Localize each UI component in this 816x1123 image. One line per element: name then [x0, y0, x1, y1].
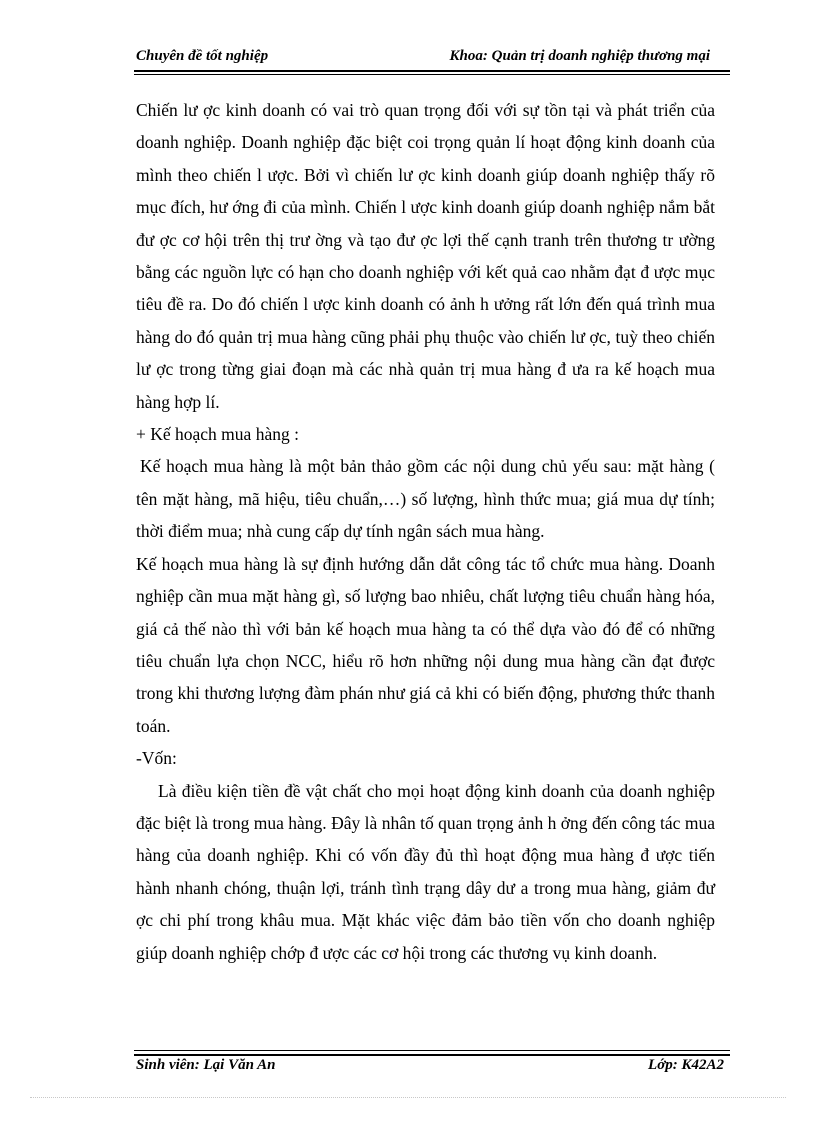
header-rule-thick	[134, 70, 730, 72]
footer-rule-thin	[134, 1050, 730, 1051]
page-bottom-dotted-line	[30, 1097, 786, 1098]
paragraph-purchase-plan-heading: + Kế hoạch mua hàng :	[136, 424, 299, 445]
header-faculty: Khoa: Quản trị doanh nghiệp thương mại	[449, 48, 710, 64]
paragraph-capital: Là điều kiện tiền đề vật chất cho mọi hoạt động kinh doanh của doanh nghiệp đặc biệt là trong mua hàng. Đây là nhân tố quan trọng ảnh h ởng đến công tác mua hàng của doanh nghiệp. Khi có vốn đầy đủ thì hoạt động mua hàng đ ược tiến hành nhanh chóng, thuận lợi, tránh tình trạng dây dư a trong mua hàng, giảm đư ợc chi phí trong khâu mua. Mặt khác việc đảm bảo tiền vốn cho doanh nghiệp giúp doanh nghiệp chớp đ ược các cơ hội trong các thương vụ kinh doanh.	[136, 780, 715, 963]
footer-class: Lớp: K42A2	[648, 1057, 724, 1073]
paragraph-purchase-plan-role: Kế hoạch mua hàng là sự định hướng dẫn dắt công tác tổ chức mua hàng. Doanh nghiệp cần mua mặt hàng gì, số lượng bao nhiêu, chất lượng tiêu chuẩn hàng hóa, giá cả thế nào thì với bản kế hoạch mua hàng ta có thể dựa vào đó để có những tiêu chuẩn lựa chọn NCC, hiểu rõ hơn những nội dung mua hàng cần đạt được trong khi thương lượng đàm phán như giá cả khi có biến động, phương thức thanh toán.	[136, 553, 715, 736]
header-rule-thin	[134, 74, 730, 75]
body-text	[136, 94, 715, 969]
header-thesis-title: Chuyên đề tốt nghiệp	[136, 48, 269, 64]
paragraph-capital-heading: -Vốn:	[136, 748, 177, 769]
paragraph-strategy: Chiến lư ợc kinh doanh có vai trò quan trọng đối với sự tồn tại và phát triển của doanh nghiệp. Doanh nghiệp đặc biệt coi trọng quản lí hoạt động kinh doanh của mình theo chiến l ược. Bởi vì chiến lư ợc kinh doanh giúp doanh nghiệp thấy rõ mục đích, hư ớng đi của mình. Chiến l ược kinh doanh giúp doanh nghiệp nắm bắt đư ợc cơ hội trên thị trư ờng và tạo đư ợc lợi thế cạnh tranh trên thương tr ường bằng các nguồn lực có hạn cho doanh nghiệp với kết quả cao nhằm đạt đ ược mục tiêu đề ra. Do đó chiến l ược kinh doanh có ảnh h ưởng rất lớn đến quá trình mua hàng do đó quản trị mua hàng cũng phải phụ thuộc vào chiến lư ợc, tuỳ theo chiến lư ợc trong từng giai đoạn mà các nhà quản trị mua hàng đ ưa ra kế hoạch mua hàng hợp lí.	[136, 100, 715, 412]
paragraph-purchase-plan-definition: Kế hoạch mua hàng là một bản thảo gồm các nội dung chủ yếu sau: mặt hàng ( tên mặt hàng, mã hiệu, tiêu chuẩn,…) số lượng, hình thức mua; giá mua dự tính; thời điểm mua; nhà cung cấp dự tính ngân sách mua hàng.	[136, 456, 715, 542]
page-header	[134, 48, 730, 70]
footer-student: Sinh viên: Lại Văn An	[136, 1057, 276, 1073]
footer-rule-thick	[134, 1054, 730, 1056]
page-footer	[134, 1057, 730, 1079]
